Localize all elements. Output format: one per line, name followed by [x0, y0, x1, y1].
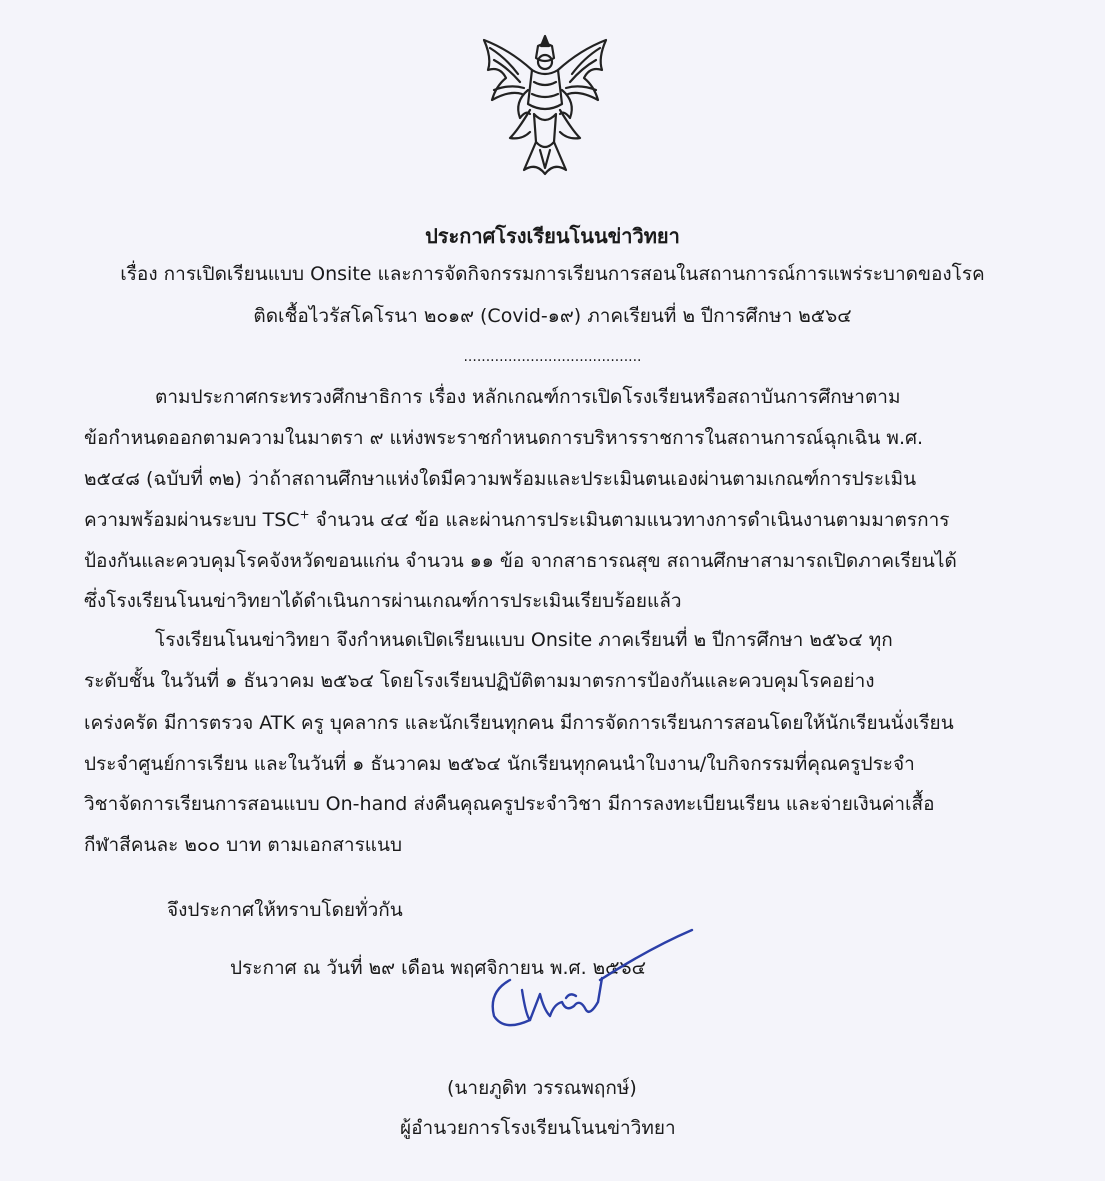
- signer-position: ผู้อำนวยการโรงเรียนโนนข่าวิทยา: [400, 1117, 676, 1139]
- subject-line-1: เรื่อง การเปิดเรียนแบบ Onsite และการจัดกิจกรรมการเรียนการสอนในสถานการณ์การแพร่ระบาดของโรค: [120, 263, 985, 285]
- date-line: ประกาศ ณ วันที่ ๒๙ เดือน พฤศจิกายน พ.ศ. ๒๕๖๔: [230, 957, 646, 979]
- subject-line-2: ติดเชื้อไวรัสโคโรนา ๒๐๑๙ (Covid-๑๙) ภาคเรียนที่ ๒ ปีการศึกษา ๒๕๖๔: [253, 305, 852, 327]
- paragraph-2-line-3: เคร่งครัด มีการตรวจ ATK ครู บุคลากร และนักเรียนทุกคน มีการจัดการเรียนการสอนโดยให้นักเรียนนั่งเรียน: [84, 712, 954, 734]
- paragraph-2-line-6: กีฬาสีคนละ ๒๐๐ บาท ตามเอกสารแนบ: [84, 834, 403, 856]
- tsc-superscript: +: [299, 507, 310, 522]
- separator-dots: ........................................: [463, 349, 642, 365]
- paragraph-2-line-4: ประจำศูนย์การเรียน และในวันที่ ๑ ธันวาคม ๒๕๖๔ นักเรียนทุกคนนำใบงาน/ใบกิจกรรมที่คุณครูประจำ: [84, 753, 915, 775]
- paragraph-1-line-2: ข้อกำหนดออกตามความในมาตรา ๙ แห่งพระราชกำหนดการบริหารราชการในสถานการณ์ฉุกเฉิน พ.ศ.: [84, 427, 924, 449]
- paragraph-1-line-6: ซึ่งโรงเรียนโนนข่าวิทยาได้ดำเนินการผ่านเกณฑ์การประเมินเรียบร้อยแล้ว: [84, 590, 682, 612]
- tsc-text: ความพร้อมผ่านระบบ TSC: [84, 509, 300, 531]
- paragraph-1-line-5: ป้องกันและควบคุมโรคจังหวัดขอนแก่น จำนวน ๑๑ ข้อ จากสาธารณสุข สถานศึกษาสามารถเปิดภาคเรียนได้: [84, 550, 957, 572]
- paragraph-2-line-1: โรงเรียนโนนข่าวิทยา จึงกำหนดเปิดเรียนแบบ Onsite ภาคเรียนที่ ๒ ปีการศึกษา ๒๕๖๔ ทุก: [155, 629, 893, 651]
- paragraph-2-line-5: วิชาจัดการเรียนการสอนแบบ On-hand ส่งคืนคุณครูประจำวิชา มีการลงทะเบียนเรียน และจ่ายเงินค่าเสื้อ: [84, 793, 935, 815]
- paragraph-1-line-3: ๒๕๔๘ (ฉบับที่ ๓๒) ว่าถ้าสถานศึกษาแห่งใดมีความพร้อมและประเมินตนเองผ่านตามเกณฑ์การประเมิน: [84, 468, 917, 490]
- paragraph-1-line-1: ตามประกาศกระทรวงศึกษาธิการ เรื่อง หลักเกณฑ์การเปิดโรงเรียนหรือสถาบันการศึกษาตาม: [155, 386, 901, 408]
- closing-line: จึงประกาศให้ทราบโดยทั่วกัน: [167, 899, 403, 921]
- signature-icon: [470, 920, 700, 1070]
- paragraph-2-line-2: ระดับชั้น ในวันที่ ๑ ธันวาคม ๒๕๖๔ โดยโรงเรียนปฏิบัติตามมาตรการป้องกันและควบคุมโรคอย่าง: [84, 670, 875, 692]
- garuda-emblem-icon: [470, 30, 620, 180]
- tsc-text-rest: จำนวน ๔๔ ข้อ และผ่านการประเมินตามแนวทางการดำเนินงานตามมาตรการ: [309, 509, 950, 531]
- paragraph-1-line-4: [84, 507, 949, 533]
- signer-name: (นายภูดิท วรรณพฤกษ์): [447, 1077, 637, 1099]
- announcement-title: ประกาศโรงเรียนโนนข่าวิทยา: [425, 224, 680, 248]
